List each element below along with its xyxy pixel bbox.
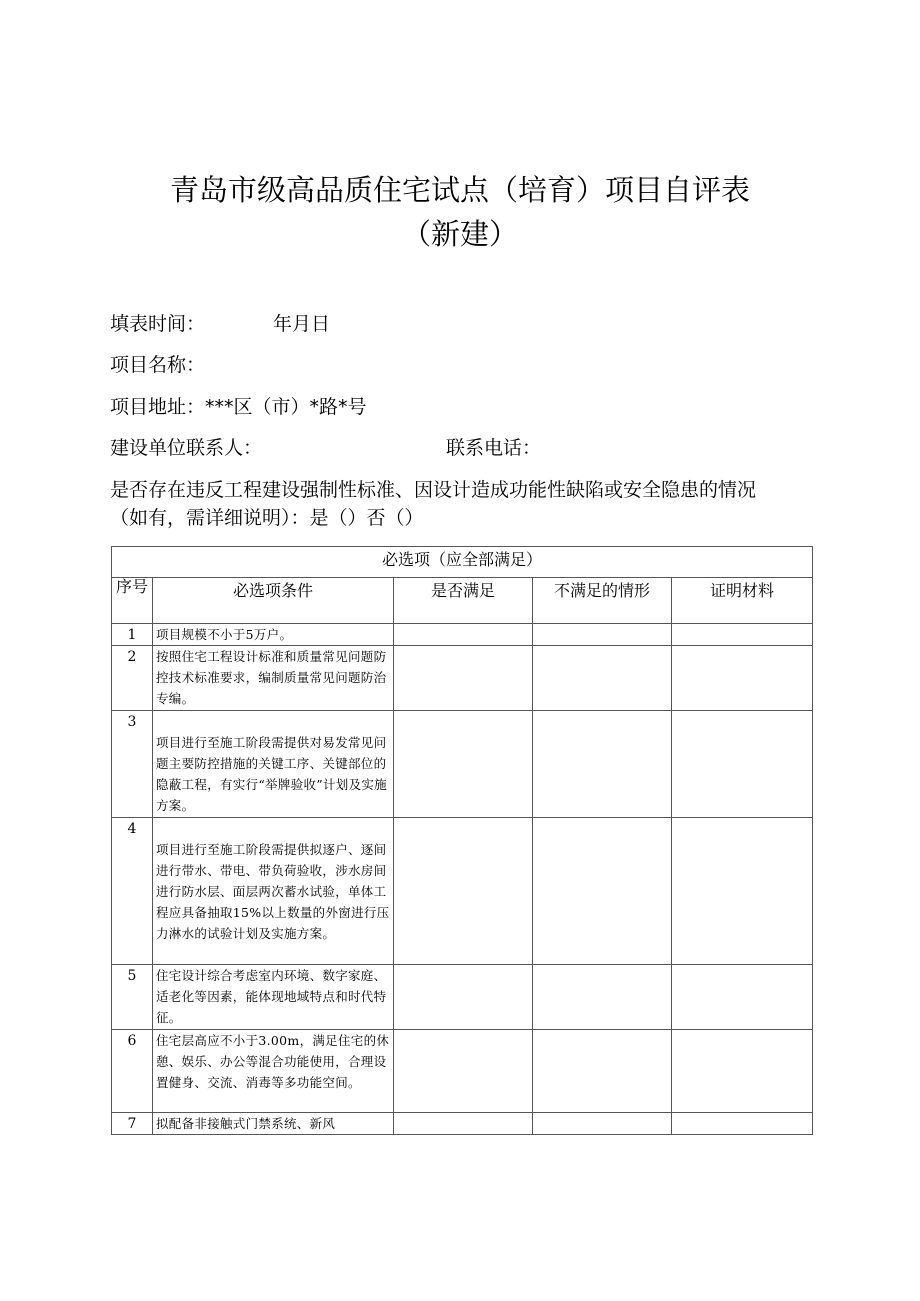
row-condition: 拟配备非接触式门禁系统、新风	[153, 1113, 394, 1135]
table-row	[112, 965, 813, 1030]
satisfied-cell[interactable]	[394, 711, 533, 818]
unsatisfied-cell[interactable]	[533, 646, 672, 711]
table-row	[112, 711, 813, 818]
row-index: 2	[112, 646, 153, 711]
evidence-cell[interactable]	[672, 646, 813, 711]
satisfied-header: 是否满足	[394, 578, 533, 624]
table-row	[112, 624, 813, 646]
row-index: 1	[112, 624, 153, 646]
seq-header: 序号	[112, 578, 153, 624]
project-name-label: 项目名称：	[110, 354, 206, 376]
project-address: 项目地址：***区（市）*路*号	[110, 396, 367, 418]
unsatisfied-cell[interactable]	[533, 1030, 672, 1113]
contact-label: 建设单位联系人：	[110, 437, 263, 459]
unsatisfied-header: 不满足的情形	[533, 578, 672, 624]
condition-header: 必选项条件	[153, 578, 394, 624]
unsatisfied-cell[interactable]	[533, 624, 672, 646]
row-index: 5	[112, 965, 153, 1030]
unsatisfied-cell[interactable]	[533, 965, 672, 1030]
violation-question-line2: （如有，需详细说明）：是（）否（）	[110, 507, 424, 529]
satisfied-cell[interactable]	[394, 1113, 533, 1135]
document-title: 青岛市级高品质住宅试点（培育）项目自评表	[169, 173, 750, 207]
unsatisfied-cell[interactable]	[533, 818, 672, 965]
evidence-cell[interactable]	[672, 624, 813, 646]
satisfied-cell[interactable]	[394, 965, 533, 1030]
evidence-header: 证明材料	[672, 578, 813, 624]
row-condition: 按照住宅工程设计标准和质量常见问题防控技术标准要求，编制质量常见问题防治专编。	[153, 646, 394, 711]
row-condition: 住宅设计综合考虑室内环境、数字家庭、适老化等因素，能体现地域特点和时代特征。	[153, 965, 394, 1030]
violation-question-line1: 是否存在违反工程建设强制性标准、因设计造成功能性缺陷或安全隐患的情况	[110, 479, 757, 501]
section-title: 必选项（应全部满足）	[112, 547, 813, 578]
fill-time-label: 填表时间：	[110, 313, 206, 335]
table-row	[112, 646, 813, 711]
evidence-cell[interactable]	[672, 711, 813, 818]
evidence-cell[interactable]	[672, 965, 813, 1030]
row-condition: 住宅层高应不小于3.00m，满足住宅的休憩、娱乐、办公等混合功能使用，合理设置健身、交流、消毒等多功能空间。	[153, 1030, 394, 1113]
satisfied-cell[interactable]	[394, 1030, 533, 1113]
evidence-cell[interactable]	[672, 1030, 813, 1113]
satisfied-cell[interactable]	[394, 646, 533, 711]
unsatisfied-cell[interactable]	[533, 1113, 672, 1135]
satisfied-cell[interactable]	[394, 624, 533, 646]
row-condition: 项目进行至施工阶段需提供拟逐户、逐间进行带水、带电、带负荷验收，涉水房间进行防水层、面层两次蓄水试验，单体工程应具备抽取15%以上数量的外窗进行压力淋水的试验计划及实施方案。	[153, 818, 394, 965]
row-condition: 项目规模不小于5万户。	[153, 624, 394, 646]
fill-time-value: 年月日	[273, 313, 331, 335]
table-row	[112, 818, 813, 965]
document-subtitle: （新建）	[401, 217, 518, 251]
row-index: 4	[112, 818, 153, 965]
evidence-cell[interactable]	[672, 1113, 813, 1135]
row-index: 7	[112, 1113, 153, 1135]
unsatisfied-cell[interactable]	[533, 711, 672, 818]
evidence-cell[interactable]	[672, 818, 813, 965]
table-row	[112, 1113, 813, 1135]
row-index: 3	[112, 711, 153, 818]
table-row	[112, 1030, 813, 1113]
row-condition: 项目进行至施工阶段需提供对易发常见问题主要防控措施的关键工序、关键部位的隐蔽工程，有实行“举牌验收”计划及实施方案。	[153, 711, 394, 818]
row-index: 6	[112, 1030, 153, 1113]
phone-label: 联系电话：	[446, 437, 542, 459]
required-items-table	[111, 546, 813, 1135]
satisfied-cell[interactable]	[394, 818, 533, 965]
